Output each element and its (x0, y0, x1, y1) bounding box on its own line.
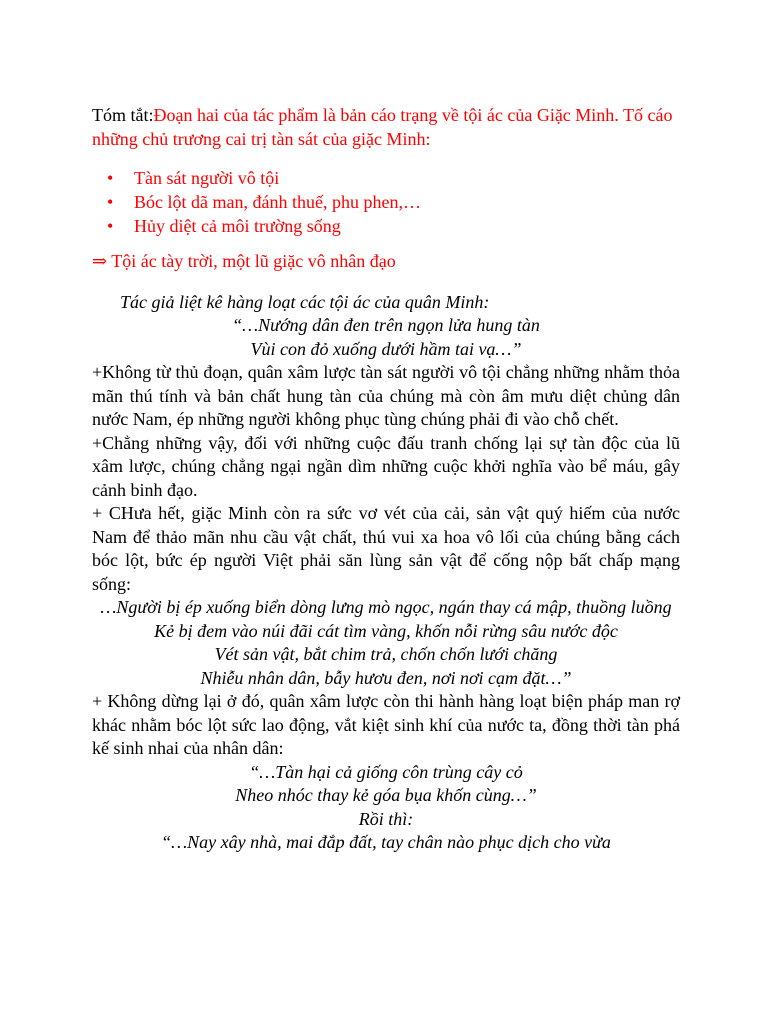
verse-line: “…Nay xây nhà, mai đắp đất, tay chân nào phục dịch cho vừa (161, 832, 611, 852)
verse-line: Nhiễu nhân dân, bẫy hươu đen, nơi nơi cạm đặt…” (200, 667, 572, 688)
intro-line: Tác giả liệt kê hàng loạt các tội ác của quân Minh: (120, 291, 490, 312)
paragraph-uprisings: +Chẳng những vậy, đối với những cuộc đấu tranh chống lại sự tàn độc của lũ xâm lược, chúng chẳng ngại ngần dìm những cuộc khởi nghĩa vào bể máu, gây cảnh binh đạo. (92, 432, 680, 500)
summary-label: Tóm tắt: (92, 105, 154, 125)
verse-block-2 (92, 596, 680, 690)
summary-text: Đoạn hai của tác phẩm là bản cáo trạng về tội ác của Giặc Minh. Tố cáo những chủ trương cai trị tàn sát của giặc Minh: (92, 105, 673, 149)
paragraph-massacre: +Không từ thủ đoạn, quân xâm lược tàn sát người vô tội chẳng những nhằm thỏa mãn thú tính và bản chất hung tàn của chúng mà còn âm mưu diệt chủng dân nước Nam, ép những người không phục tùng chúng phải đi vào chỗ chết. (92, 362, 680, 429)
verse-line: “…Nướng dân đen trên ngọn lửa hung tàn (232, 315, 540, 335)
paragraph-labor: + Không dừng lại ở đó, quân xâm lược còn thi hành hàng loạt biện pháp man rợ khác nhằm bóc lột sức lao động, vắt kiệt sinh khí của nước ta, đồng thời tàn phá kế sinh nhai của nhân dân: (92, 691, 680, 758)
bullet-icon: • (107, 192, 114, 212)
bullet-icon: • (107, 216, 114, 236)
verse-line: …Người bị ép xuống biển dòng lưng mò ngọc, ngán thay cá mập, thuồng luồng (100, 597, 672, 617)
list-item: • Bóc lột dã man, đánh thuế, phu phen,… (107, 192, 421, 212)
crime-list (92, 166, 680, 238)
list-item: • Hủy diệt cả môi trường sống (107, 216, 341, 236)
verse-block-1 (92, 314, 680, 361)
roi-thi-line: Rồi thì: (358, 808, 414, 829)
verse-line: Vét sản vật, bắt chim trả, chốn chốn lưới chăng (214, 644, 558, 664)
paragraph-exploitation: + CHưa hết, giặc Minh còn ra sức vơ vét của cải, sản vật quý hiếm của nước Nam để thảo mãn nhu cầu vật chất, thú vui xa hoa vô lối của chúng bằng cách bóc lột, bức ép người Việt phải săn lùng sản vật để cống nộp bất chấp mạng sống: (92, 503, 680, 594)
verse-line: Kẻ bị đem vào núi đãi cát tìm vàng, khốn nỗi rừng sâu nước độc (154, 620, 618, 641)
verse-line: Nheo nhóc thay kẻ góa bụa khốn cùng…” (235, 785, 537, 805)
conclusion-line: ⇒ Tội ác tày trời, một lũ giặc vô nhân đạo (92, 251, 396, 271)
summary-paragraph (92, 104, 680, 151)
bullet-icon: • (107, 168, 114, 188)
verse-line: “…Tàn hại cả giống côn trùng cây cỏ (249, 761, 523, 782)
verse-block-3 (92, 761, 680, 808)
list-item: • Tàn sát người vô tội (107, 168, 280, 188)
document-page (92, 104, 680, 855)
verse-line: Vùi con đỏ xuống dưới hầm tai vạ…” (250, 338, 522, 359)
